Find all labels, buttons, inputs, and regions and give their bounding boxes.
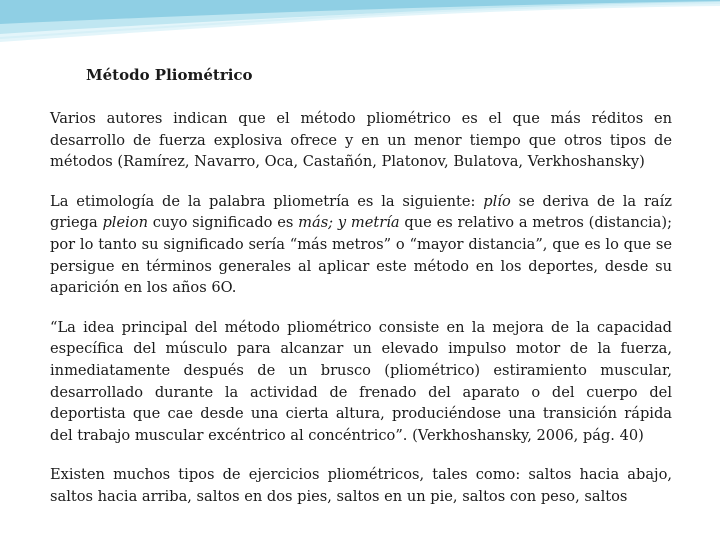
etymology-text-3: cuyo significado es — [147, 214, 299, 232]
etymology-text-1: La etimología de la palabra pliometría es la siguiente: — [50, 192, 484, 210]
slide-title: Método Pliométrico — [86, 66, 253, 84]
etymology-text-4: que es relativo a metros (distancia); por lo tanto su significado sería “más metros” o “mayor distancia”, que es lo que se persigue en términos generales al aplicar este método en los deportes, desde su aparición en los años 6O. — [50, 214, 672, 297]
etymology-term-plio: plío — [483, 192, 511, 210]
etymology-text-2: se deriva de la raíz griega — [50, 192, 672, 232]
paragraph-exercise-types: Existen muchos tipos de ejercicios pliométricos, tales como: saltos hacia abajo, saltos hacia arriba, saltos en dos pies, saltos en un pie, saltos con peso, saltos — [50, 466, 672, 505]
slide-body — [50, 108, 672, 526]
etymology-term-pleion: pleion — [102, 214, 148, 232]
paragraph-authors: Varios autores indican que el método pliométrico es el que más réditos en desarrollo de fuerza explosiva ofrece y en un menor tiempo que otros tipos de métodos (Ramírez, Navarro, Oca, Castañón, Platonov, Bulatova, Verkhoshansky) — [50, 110, 672, 171]
paragraph-quote: “La idea principal del método pliométrico consiste en la mejora de la capacidad específica del músculo para alcanzar un elevado impulso motor de la fuerza, inmediatamente después de un brusco (pliométrico) estiramiento muscular, desarrollado durante la actividad de frenado del aparato o del cuerpo del deportista que cae desde una cierta altura, produciéndose una transición rápida del trabajo muscular excéntrico al concéntrico”. (Verkhoshansky, 2006, pág. 40) — [50, 318, 672, 444]
decorative-wave-header — [0, 0, 720, 60]
paragraph-etymology — [50, 191, 672, 299]
etymology-term-mas-metria: más; y metría — [298, 214, 400, 232]
